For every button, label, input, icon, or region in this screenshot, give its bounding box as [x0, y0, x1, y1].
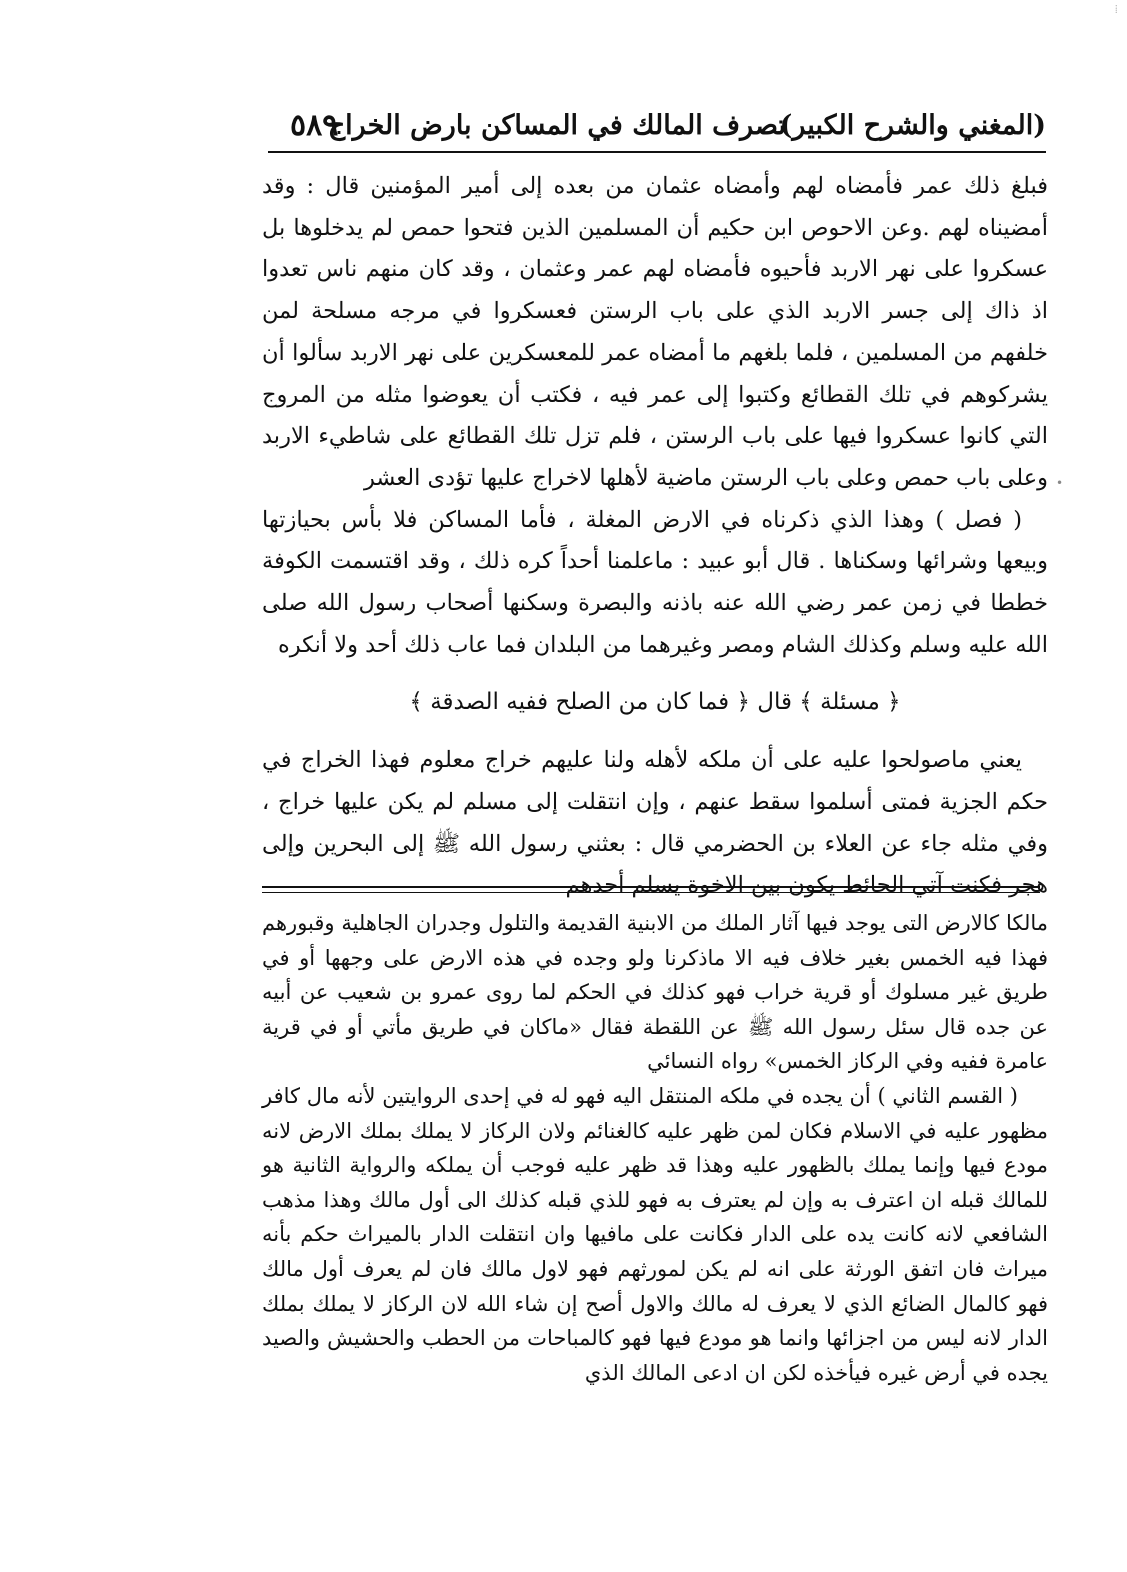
chapter-title: تصرف المالك في المساكن بارض الخراج [327, 110, 786, 141]
footnote-divider [262, 886, 1040, 893]
main-text [262, 166, 1048, 907]
page-number: ٥٨٩ [290, 108, 339, 143]
page-header [268, 106, 1046, 156]
main-paragraph: فبلغ ذلك عمر فأمضاه لهم وأمضاه عثمان من بعده إلى أمير المؤمنين قال : وقد أمضيناه لهم .وعن الاحوص ابن حكيم أن المسلمين الذين فتحوا حمص لم يدخلوها بل عسكروا على نهر الاربد فأحيوه فأمضاه لهم عمر وعثمان ، وقد كان منهم ناس تعدوا اذ ذاك إلى جسر الاربد الذي على باب الرستن فعسكروا في مرجه مسلحة لمن خلفهم من المسلمين ، فلما بلغهم ما أمضاه عمر للمعسكرين على نهر الاربد سألوا أن يشركوهم في تلك القطائع وكتبوا إلى عمر فيه ، فكتب أن يعوضوا مثله من المروج التي كانوا عسكروا فيها على باب الرستن ، فلم تزل تلك القطائع على شاطيء الاربد وعلى باب حمص وعلى باب الرستن ماضية لأهلها لاخراج عليها تؤدى العشر [262, 173, 1048, 491]
main-paragraph: ( فصل ) وهذا الذي ذكرناه في الارض المغلة ، فأما المساكن فلا بأس بحيازتها وبيعها وشرائها وسكناها . قال أبو عبيد : ماعلمنا أحداً كره ذلك ، وقد اقتسمت الكوفة خططا في زمن عمر رضي الله عنه باذنه والبصرة وسكنها أصحاب رسول الله صلى الله عليه وسلم وكذلك الشام ومصر وغيرهما من البلدان فما عاب ذلك أحد ولا أنكره [262, 506, 1048, 658]
footnote-paragraph: مالكا كالارض التى يوجد فيها آثار الملك من الابنية القديمة والتلول وجدران الجاهلية وقبورهم فهذا فيه الخمس بغير خلاف فيه الا ماذكرنا ولو وجده في هذه الارض على وجهها أو في طريق غير مسلوك أو قرية خراب فهو كذلك في الحكم لما روى عمرو بن شعيب عن أبيه عن جده قال سئل رسول الله ﷺ عن اللقطة فقال «ماكان في طريق مأتي أو في قرية عامرة ففيه وفي الركاز الخمس» رواه النسائي [262, 911, 1048, 1074]
book-title: (المغني والشرح الكبير) [779, 110, 1046, 141]
footnote-text [262, 906, 1048, 1390]
scan-margin-mark: ⁞ [1114, 2, 1118, 16]
main-paragraph: يعني ماصولحوا عليه على أن ملكه لأهله ولنا عليهم خراج معلوم فهذا الخراج في حكم الجزية فمتى أسلموا سقط عنهم ، وإن انتقلت إلى مسلم لم يكن عليها خراج ، وفي مثله جاء عن العلاء بن الحضرمي قال : بعثني رسول الله ﷺ إلى البحرين وإلى هجر فكنت آتي الحائط يكون بين الاخوة يسلم أحدهم [262, 747, 1048, 899]
masala-heading: ﴿ مسئلة ﴾ قال ﴿ فما كان من الصلح ففيه الصدقة ﴾ [409, 689, 901, 716]
margin-dot: • [1056, 476, 1064, 490]
footnote-paragraph: ( القسم الثاني ) أن يجده في ملكه المنتقل اليه فهو له في إحدى الروايتين لأنه مال كافر مظهور عليه في الاسلام فكان لمن ظهر عليه كالغنائم ولان الركاز لا يملك بملك الارض لانه مودع فيها وإنما يملك بالظهور عليه وهذا قد ظهر عليه فوجب أن يملكه والرواية الثانية هو للمالك قبله ان اعترف به وإن لم يعترف به فهو للذي قبله كذلك الى أول مالك وهذا مذهب الشافعي لانه كانت يده على الدار فكانت على مافيها وان انتقلت الدار بالميراث حكم بأنه ميراث فان اتفق الورثة على انه لم يكن لمورثهم فهو لاول مالك فان لم يعرف أول مالك فهو كالمال الضائع الذي لا يعرف له مالك والاول أصح إن شاء الله لان الركاز لا يملك بملك الدار لانه ليس من اجزائها وانما هو مودع فيها فهو كالمباحات من الحطب والحشيش والصيد يجده في أرض غيره فيأخذه لكن ان ادعى المالك الذي [262, 1083, 1048, 1385]
header-divider [268, 151, 1046, 153]
